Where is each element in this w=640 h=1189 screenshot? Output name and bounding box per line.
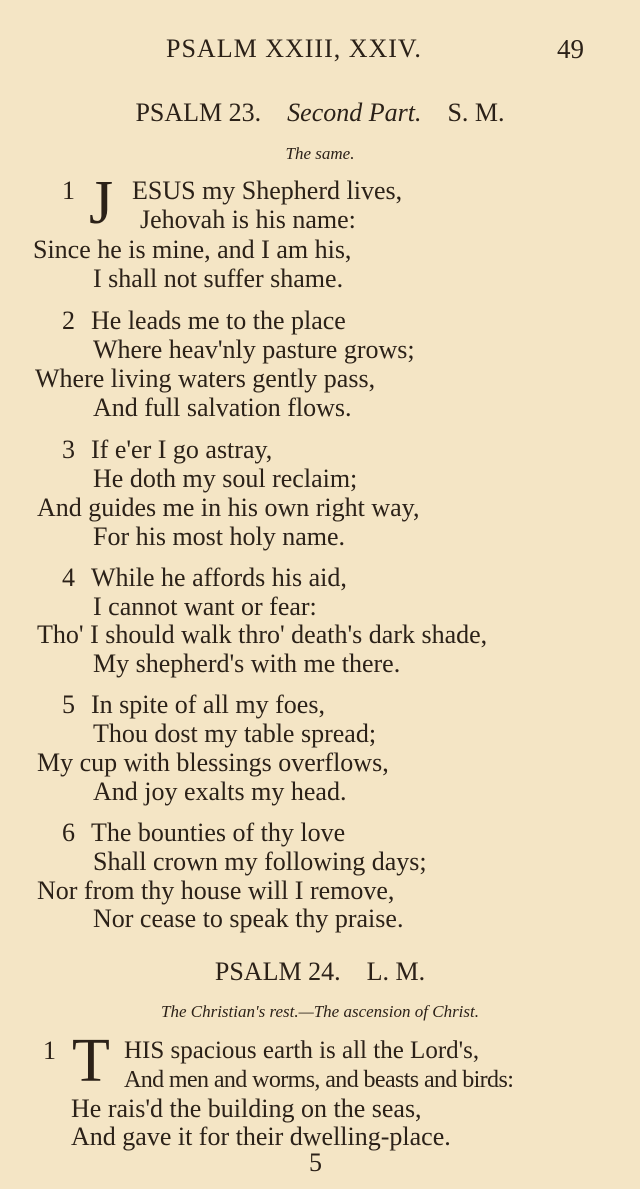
verse-line: ESUS my Shepherd lives,: [132, 176, 403, 205]
psalm-23-part: Second Part.: [287, 98, 422, 127]
verse-line: He doth my soul reclaim;: [93, 464, 358, 493]
verse-line: And joy exalts my head.: [93, 777, 347, 806]
psalm-24-heading: [0, 957, 640, 987]
verse-line: I cannot want or fear:: [93, 592, 317, 621]
verse-line: Jehovah is his name:: [140, 205, 356, 234]
verse-line: And men and worms, and beasts and birds:: [124, 1067, 514, 1093]
verse-number: 6: [62, 818, 75, 847]
verse-line: Where living waters gently pass,: [35, 364, 376, 393]
verse-line: Tho' I should walk thro' death's dark shade,: [37, 620, 488, 649]
verse-line: My shepherd's with me there.: [93, 649, 401, 678]
verse-line: And guides me in his own right way,: [37, 493, 420, 522]
verse-line: And gave it for their dwelling-place.: [71, 1122, 451, 1151]
verse-line: Shall crown my following days;: [93, 847, 427, 876]
verse-line: Since he is mine, and I am his,: [33, 235, 352, 264]
verse-line: In spite of all my foes,: [91, 690, 325, 719]
verse-line: While he affords his aid,: [91, 563, 347, 592]
verse-line: Nor cease to speak thy praise.: [93, 904, 404, 933]
psalm-23-subtitle: The same.: [285, 144, 355, 163]
verse-line: HIS spacious earth is all the Lord's,: [124, 1037, 480, 1064]
verse-line: He leads me to the place: [91, 306, 346, 335]
verse-number: 3: [62, 435, 75, 464]
verse-line: Nor from thy house will I remove,: [37, 876, 395, 905]
psalm-23-heading: [0, 98, 640, 128]
drop-cap: T: [72, 1027, 110, 1095]
psalm-24-meter: L. M.: [366, 957, 426, 986]
psalm-24-title: PSALM 24.: [214, 957, 341, 986]
drop-cap: J: [89, 169, 114, 237]
verse-line: If e'er I go astray,: [91, 435, 273, 464]
verse-line: I shall not suffer shame.: [93, 264, 344, 293]
verse-number: 1: [43, 1036, 56, 1065]
verse-number: 5: [62, 690, 75, 719]
verse-line: For his most holy name.: [93, 522, 346, 551]
psalm-23-title: PSALM 23.: [135, 98, 262, 127]
verse-line: The bounties of thy love: [91, 818, 346, 847]
verse-number: 1: [62, 176, 75, 205]
verse-line: My cup with blessings overflows,: [37, 748, 389, 777]
running-title: PSALM XXIII, XXIV.: [166, 34, 422, 63]
page-number: 49: [557, 34, 584, 64]
catchword: 5: [309, 1148, 322, 1177]
verse-line: And full salvation flows.: [93, 393, 352, 422]
verse-line: Where heav'nly pasture grows;: [93, 335, 415, 364]
verse-number: 4: [62, 563, 75, 592]
psalm-24-subtitle: The Christian's rest.—The ascension of Christ.: [160, 1002, 479, 1021]
verse-number: 2: [62, 306, 75, 335]
running-head: [0, 34, 640, 68]
psalm-23-meter: S. M.: [447, 98, 505, 127]
verse-line: Thou dost my table spread;: [93, 719, 377, 748]
verse-line: He rais'd the building on the seas,: [71, 1094, 422, 1123]
